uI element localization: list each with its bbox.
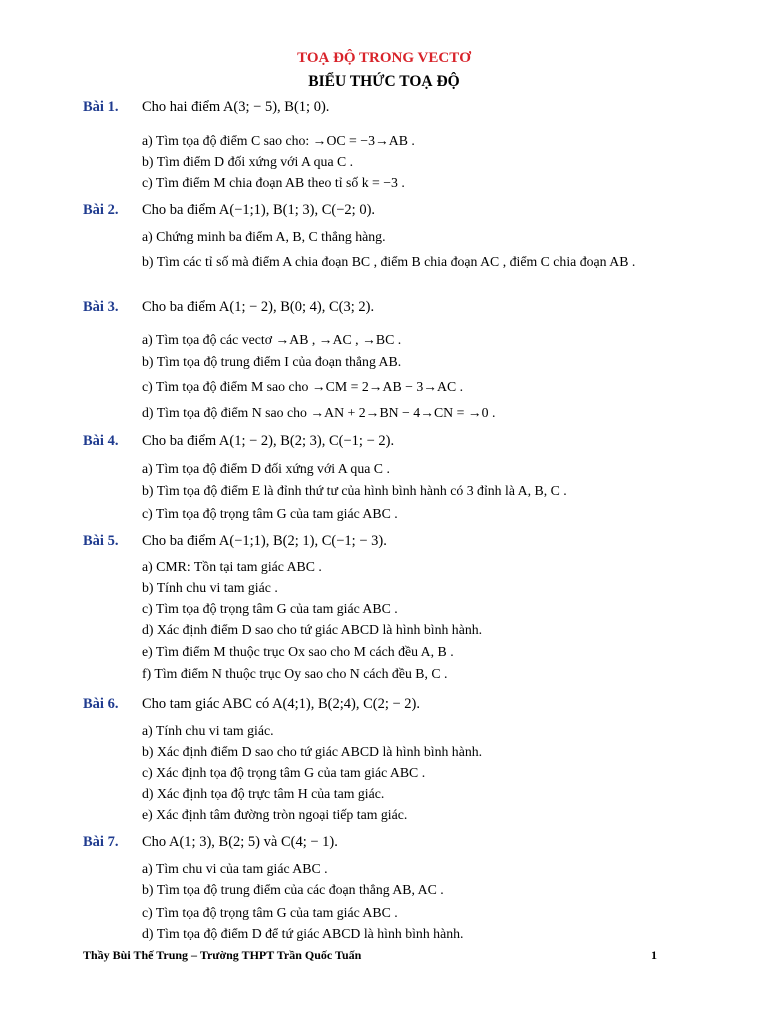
problem-item: b) Tìm các tỉ số mà điểm A chia đoạn BC , điểm B chia đoạn AC , điểm C chia đoạn AB . [142,254,636,269]
problem-item: a) Tìm tọa độ điểm D đối xứng với A qua C . [142,461,390,476]
problem-item: b) Tìm tọa độ trung điểm của các đoạn thẳng AB, AC . [142,882,444,897]
problem-label: Bài 7. [83,834,119,850]
footer-author: Thầy Bùi Thế Trung – Trường THPT Trần Quốc Tuấn [83,948,362,962]
problem-item: c) Tìm tọa độ trọng tâm G của tam giác ABC . [142,905,398,920]
problem-item: b) Xác định điểm D sao cho tứ giác ABCD là hình bình hành. [142,744,483,759]
problem-item: c) Tìm tọa độ trọng tâm G của tam giác ABC . [142,506,398,521]
problem-statement: Cho ba điểm A(1; − 2), B(2; 3), C(−1; − 2). [142,433,395,449]
problem-item: d) Xác định điểm D sao cho tứ giác ABCD là hình bình hành. [142,622,483,637]
problem-item: a) Tìm chu vi của tam giác ABC . [142,861,328,876]
problem-item: c) Tìm tọa độ trọng tâm G của tam giác ABC . [142,601,398,616]
problem-item: e) Tìm điểm M thuộc trục Ox sao cho M cách đều A, B . [142,644,454,659]
problem-statement: Cho A(1; 3), B(2; 5) và C(4; − 1). [142,834,338,850]
problem-item: c) Xác định tọa độ trọng tâm G của tam giác ABC . [142,765,426,780]
problem-item: b) Tìm tọa độ trung điểm I của đoạn thẳng AB. [142,354,402,369]
problem-label: Bài 2. [83,202,119,218]
problem-item: a) Tìm tọa độ các vectơ →AB , →AC , →BC . [142,332,402,347]
problem-label: Bài 5. [83,533,119,549]
problem-item: d) Xác định tọa độ trực tâm H của tam giác. [142,786,385,801]
problem-statement: Cho ba điểm A(−1;1), B(1; 3), C(−2; 0). [142,202,376,218]
document-title: TOẠ ĐỘ TRONG VECTƠ [297,50,471,66]
problem-statement: Cho ba điểm A(1; − 2), B(0; 4), C(3; 2). [142,299,375,315]
problem-item: d) Tìm tọa độ điểm N sao cho →AN + 2→BN − 4→CN = →0 . [142,405,496,420]
problem-label: Bài 6. [83,696,119,712]
problem-item: d) Tìm tọa độ điểm D để tứ giác ABCD là hình bình hành. [142,926,464,941]
problem-item: a) Tính chu vi tam giác. [142,723,274,738]
problem-statement: Cho ba điểm A(−1;1), B(2; 1), C(−1; − 3). [142,533,387,549]
problem-item: a) Tìm tọa độ điểm C sao cho: →OC = −3→AB . [142,133,415,148]
problem-item: b) Tìm điểm D đối xứng với A qua C . [142,154,354,169]
document-subtitle: BIỂU THỨC TOẠ ĐỘ [308,73,460,90]
problem-item: c) Tìm điểm M chia đoạn AB theo tỉ số k = −3 . [142,175,405,190]
problem-item: c) Tìm tọa độ điểm M sao cho →CM = 2→AB − 3→AC . [142,379,464,394]
problem-item: a) CMR: Tồn tại tam giác ABC . [142,559,322,574]
problem-item: f) Tìm điểm N thuộc trục Oy sao cho N cách đều B, C . [142,666,448,681]
problem-item: b) Tính chu vi tam giác . [142,580,278,595]
problem-statement: Cho hai điểm A(3; − 5), B(1; 0). [142,99,330,115]
page-number: 1 [651,948,657,962]
problem-item: b) Tìm tọa độ điểm E là đỉnh thứ tư của hình bình hành có 3 đỉnh là A, B, C . [142,483,567,498]
problem-statement: Cho tam giác ABC có A(4;1), B(2;4), C(2; − 2). [142,696,421,712]
problem-item: a) Chứng minh ba điểm A, B, C thẳng hàng. [142,229,386,244]
problem-item: e) Xác định tâm đường tròn ngoại tiếp tam giác. [142,807,408,822]
problem-label: Bài 3. [83,299,119,315]
page-footer [83,948,657,963]
problem-label: Bài 1. [83,99,119,115]
problem-label: Bài 4. [83,433,119,449]
